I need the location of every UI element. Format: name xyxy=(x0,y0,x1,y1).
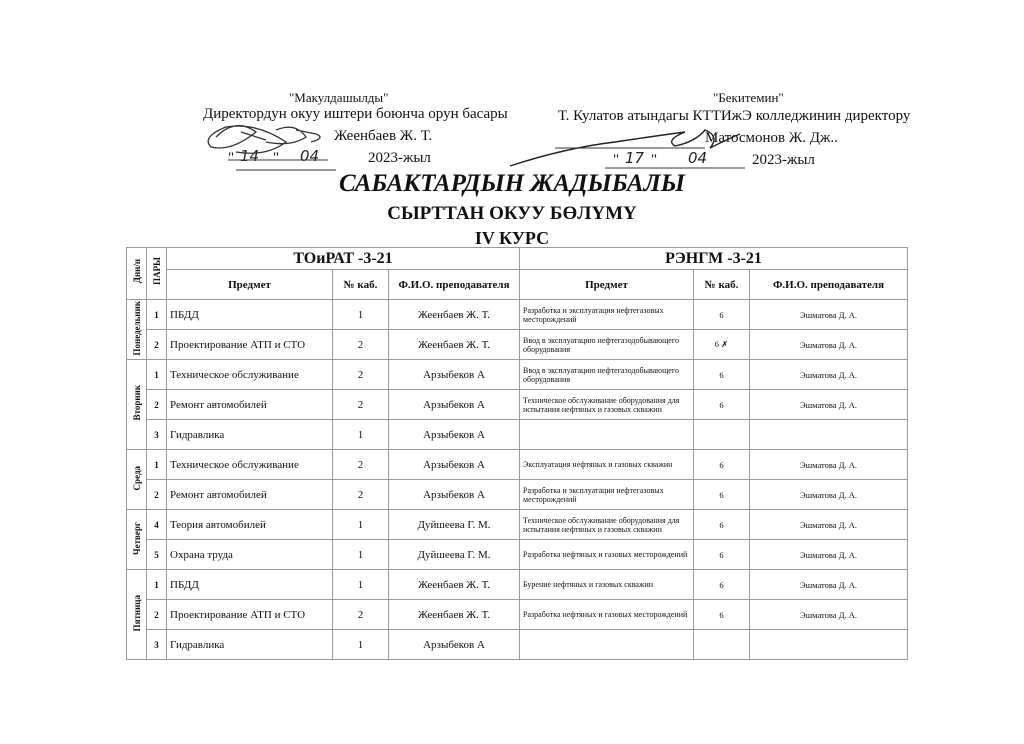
pair-number: 2 xyxy=(147,330,167,360)
group1-name: ТОиРАТ -3-21 xyxy=(167,248,520,270)
g2-room-header: № каб. xyxy=(694,270,750,300)
g2-teacher: Эшматова Д. А. xyxy=(750,450,908,480)
g1-room: 2 xyxy=(333,600,389,630)
pair-number: 1 xyxy=(147,570,167,600)
table-row xyxy=(127,420,908,450)
day-cell: Четверг xyxy=(127,510,147,570)
g2-room: 6 xyxy=(694,540,750,570)
g2-room: 6 xyxy=(694,600,750,630)
g2-subject: Техническое обслуживание оборудования для испытания нефтяных и газовых скважин xyxy=(520,510,694,540)
right-approve-label: "Бекитемин" xyxy=(713,90,784,105)
g1-subject: Проектирование АТП и СТО xyxy=(167,600,333,630)
g2-room: 6 xyxy=(694,450,750,480)
g1-teacher: Арзыбеков А xyxy=(389,480,520,510)
column-header-row xyxy=(127,270,908,300)
left-name: Жеенбаев Ж. Т. xyxy=(334,128,433,144)
g2-teacher xyxy=(750,420,908,450)
pair-number: 3 xyxy=(147,630,167,660)
g1-teacher: Дуйшеева Г. М. xyxy=(389,510,520,540)
table-row xyxy=(127,450,908,480)
g1-room: 2 xyxy=(333,360,389,390)
group2-name: РЭНГМ -3-21 xyxy=(520,248,908,270)
g2-subject: Разработка нефтяных и газовых месторождений xyxy=(520,540,694,570)
pair-number: 2 xyxy=(147,600,167,630)
g2-teacher: Эшматова Д. А. xyxy=(750,600,908,630)
g2-subject: Ввод в эксплуатацию нефтегазодобывающего оборудования xyxy=(520,330,694,360)
g2-subject: Ввод в эксплуатацию нефтегазодобывающего оборудования xyxy=(520,360,694,390)
g1-room: 2 xyxy=(333,480,389,510)
col-day-header: Дни/н xyxy=(127,248,147,300)
table-row xyxy=(127,480,908,510)
g2-room xyxy=(694,420,750,450)
g2-subject: Разработка нефтяных и газовых месторождений xyxy=(520,600,694,630)
group-header-row xyxy=(127,248,908,270)
table-row xyxy=(127,570,908,600)
g1-subject: Ремонт автомобилей xyxy=(167,390,333,420)
g2-room: 6 ✗ xyxy=(694,330,750,360)
pair-number: 2 xyxy=(147,480,167,510)
department-title: СЫРТТАН ОКУУ БӨЛҮМҮ xyxy=(387,203,637,224)
table-row xyxy=(127,300,908,330)
pair-number: 1 xyxy=(147,300,167,330)
g2-room: 6 xyxy=(694,510,750,540)
g1-room: 1 xyxy=(333,570,389,600)
g1-subject-header: Предмет xyxy=(167,270,333,300)
g2-subject-header: Предмет xyxy=(520,270,694,300)
pair-number: 3 xyxy=(147,420,167,450)
g2-room xyxy=(694,630,750,660)
g2-teacher: Эшматова Д. А. xyxy=(750,480,908,510)
g2-room: 6 xyxy=(694,360,750,390)
g2-room: 6 xyxy=(694,300,750,330)
pair-number: 5 xyxy=(147,540,167,570)
g1-teacher-header: Ф.И.О. преподавателя xyxy=(389,270,520,300)
g2-teacher-header: Ф.И.О. преподавателя xyxy=(750,270,908,300)
right-date-month: 04 xyxy=(688,149,708,167)
g1-teacher: Арзыбеков А xyxy=(389,450,520,480)
course-title: IV КУРС xyxy=(474,228,550,248)
right-signature xyxy=(505,118,745,170)
table-row xyxy=(127,540,908,570)
table-row xyxy=(127,630,908,660)
g1-teacher: Арзыбеков А xyxy=(389,360,520,390)
right-date-close-quote: " xyxy=(651,152,658,168)
day-cell: Понедельник xyxy=(127,300,147,360)
g2-teacher: Эшматова Д. А. xyxy=(750,390,908,420)
g2-subject: Техническое обслуживание оборудования для испытания нефтяных и газовых скважин xyxy=(520,390,694,420)
pair-number: 1 xyxy=(147,450,167,480)
g1-subject: Проектирование АТП и СТО xyxy=(167,330,333,360)
g1-subject: Техническое обслуживание xyxy=(167,450,333,480)
g1-teacher: Жеенбаев Ж. Т. xyxy=(389,600,520,630)
left-date-open-quote: " xyxy=(228,150,235,166)
table-row xyxy=(127,360,908,390)
g2-subject: Бурение нефтяных и газовых скважин xyxy=(520,570,694,600)
g2-room: 6 xyxy=(694,390,750,420)
day-cell: Пятница xyxy=(127,570,147,660)
g1-room: 1 xyxy=(333,300,389,330)
g1-subject: Ремонт автомобилей xyxy=(167,480,333,510)
g1-room: 1 xyxy=(333,420,389,450)
g1-teacher: Жеенбаев Ж. Т. xyxy=(389,300,520,330)
g1-room: 2 xyxy=(333,450,389,480)
g2-subject xyxy=(520,630,694,660)
left-position: Директордун окуу иштери боюнча орун басары xyxy=(203,106,508,122)
g1-subject: Охрана труда xyxy=(167,540,333,570)
pair-number: 4 xyxy=(147,510,167,540)
g2-teacher: Эшматова Д. А. xyxy=(750,540,908,570)
left-date-month: 04 xyxy=(300,147,320,165)
table-row xyxy=(127,330,908,360)
g1-subject: Техническое обслуживание xyxy=(167,360,333,390)
table-row xyxy=(127,600,908,630)
g1-room: 1 xyxy=(333,510,389,540)
g2-teacher: Эшматова Д. А. xyxy=(750,570,908,600)
g1-subject: Гидравлика xyxy=(167,630,333,660)
right-year: 2023-жыл xyxy=(752,152,815,168)
g1-teacher: Арзыбеков А xyxy=(389,420,520,450)
g1-room-header: № каб. xyxy=(333,270,389,300)
g1-room: 2 xyxy=(333,330,389,360)
g2-teacher: Эшматова Д. А. xyxy=(750,360,908,390)
g2-room: 6 xyxy=(694,570,750,600)
g1-teacher: Арзыбеков А xyxy=(389,390,520,420)
table-row xyxy=(127,510,908,540)
g1-subject: ПБДД xyxy=(167,570,333,600)
g1-room: 1 xyxy=(333,540,389,570)
left-year: 2023-жыл xyxy=(368,150,431,166)
g1-room: 1 xyxy=(333,630,389,660)
g2-subject: Разработка и эксплуатация нефтегазовых месторождений xyxy=(520,480,694,510)
table-row xyxy=(127,390,908,420)
schedule-table xyxy=(126,247,908,660)
left-date-day: 14 xyxy=(240,147,260,165)
g1-subject: ПБДД xyxy=(167,300,333,330)
g2-subject xyxy=(520,420,694,450)
left-approve-label: "Макулдашылды" xyxy=(289,90,389,105)
right-position: Т. Кулатов атындагы КТТИжЭ колледжинин директору xyxy=(558,108,911,124)
g2-teacher: Эшматова Д. А. xyxy=(750,300,908,330)
g2-teacher: Эшматова Д. А. xyxy=(750,510,908,540)
g2-room: 6 xyxy=(694,480,750,510)
g1-room: 2 xyxy=(333,390,389,420)
g2-subject: Эксплуатация нефтяных и газовых скважин xyxy=(520,450,694,480)
pair-number: 2 xyxy=(147,390,167,420)
schedule-title: САБАКТАРДЫН ЖАДЫБАЛЫ xyxy=(339,170,685,197)
g2-subject: Разработка и эксплуатация нефтегазовых месторождений xyxy=(520,300,694,330)
right-name: Матосмонов Ж. Дж.. xyxy=(705,130,838,146)
g1-subject: Теория автомобилей xyxy=(167,510,333,540)
day-cell: Вторник xyxy=(127,360,147,450)
g1-subject: Гидравлика xyxy=(167,420,333,450)
g1-teacher: Дуйшеева Г. М. xyxy=(389,540,520,570)
right-date-day: 17 xyxy=(625,149,645,167)
col-pair-header: ПАРЫ xyxy=(147,248,167,300)
left-date-close-quote: " xyxy=(273,150,280,166)
g2-teacher: Эшматова Д. А. xyxy=(750,330,908,360)
g1-teacher: Жеенбаев Ж. Т. xyxy=(389,570,520,600)
g2-teacher xyxy=(750,630,908,660)
pair-number: 1 xyxy=(147,360,167,390)
left-signature xyxy=(196,112,336,172)
g1-teacher: Арзыбеков А xyxy=(389,630,520,660)
day-cell: Среда xyxy=(127,450,147,510)
g1-teacher: Жеенбаев Ж. Т. xyxy=(389,330,520,360)
right-date-open-quote: " xyxy=(613,152,620,168)
